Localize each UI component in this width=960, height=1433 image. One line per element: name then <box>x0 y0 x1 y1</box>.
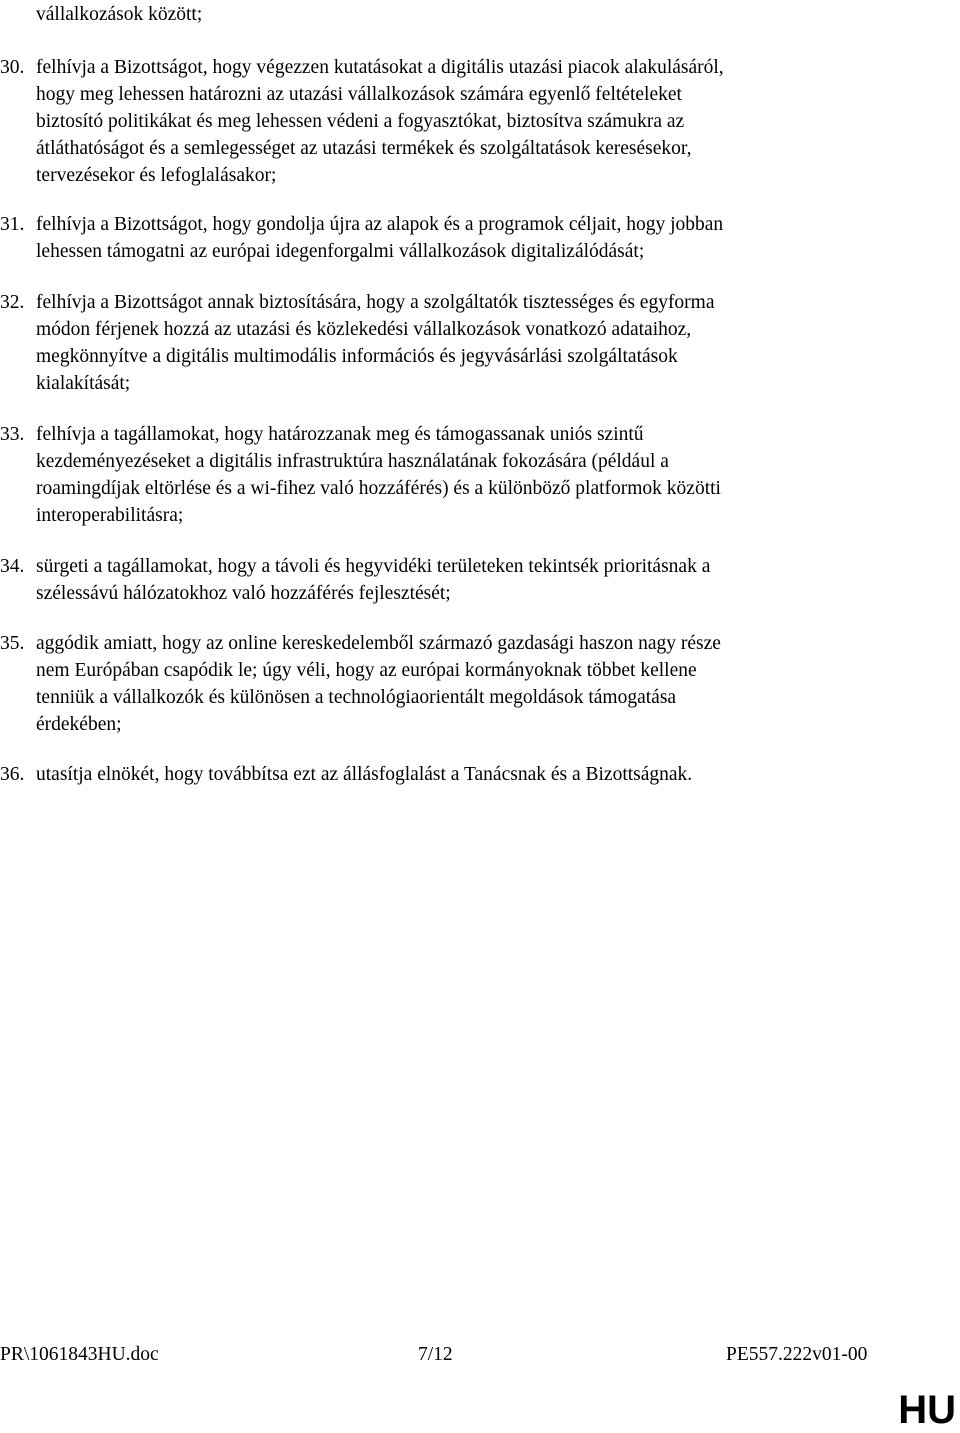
paragraph-text <box>36 211 916 265</box>
paragraph-35 <box>0 630 916 738</box>
paragraph-30 <box>0 54 916 189</box>
paragraph-line: felhívja a Bizottságot, hogy gondolja újra az alapok és a programok céljait, hogy jobban <box>36 214 724 235</box>
leading-line: vállalkozások között; <box>36 4 203 25</box>
paragraph-31 <box>0 211 916 265</box>
paragraph-line: sürgeti a tagállamokat, hogy a távoli és hegyvidéki területeken tekintsék prioritásnak a <box>36 556 711 577</box>
paragraph-number: 30. <box>0 57 25 78</box>
paragraph-line: szélessávú hálózatokhoz való hozzáférés fejlesztését; <box>36 583 451 604</box>
paragraph-line: megkönnyítve a digitális multimodális információs és jegyvásárlási szolgáltatások <box>36 346 678 367</box>
paragraph-line: roamingdíjak eltörlése és a wi-fihez való hozzáférés) és a különböző platformok közötti <box>36 478 721 499</box>
paragraph-text <box>36 54 916 189</box>
paragraph-line: lehessen támogatni az európai idegenforgalmi vállalkozások digitalizálódását; <box>36 241 645 262</box>
paragraph-text <box>36 421 916 529</box>
paragraph-line: tervezésekor és lefoglalásakor; <box>36 165 277 186</box>
document-reference: PR\1061843HU.doc <box>0 1344 159 1365</box>
paragraph-line: módon férjenek hozzá az utazási és közlekedési vállalkozások vonatkozó adataihoz, <box>36 319 692 340</box>
paragraph-line: átláthatóságot és a semlegességet az utazási termékek és szolgáltatások keresésekor, <box>36 138 692 159</box>
paragraph-line: felhívja a Bizottságot, hogy végezzen kutatásokat a digitális utazási piacok alakulásáról, <box>36 57 724 78</box>
paragraph-text <box>36 289 916 397</box>
paragraph-line: érdekében; <box>36 714 122 735</box>
page-footer <box>0 1343 960 1367</box>
paragraph-line: kialakítását; <box>36 373 131 394</box>
paragraph-36 <box>0 761 916 788</box>
page-number: 7/12 <box>418 1344 453 1365</box>
paragraph-line: utasítja elnökét, hogy továbbítsa ezt az állásfoglalást a Tanácsnak és a Bizottságnak. <box>36 764 693 785</box>
paragraph-number: 31. <box>0 214 25 235</box>
paragraph-32 <box>0 289 916 397</box>
paragraph-line: tenniük a vállalkozók és különösen a technológiaorientált megoldások támogatása <box>36 687 677 708</box>
paragraph-number: 35. <box>0 633 25 654</box>
language-code: HU <box>898 1388 956 1432</box>
paragraph-line: felhívja a tagállamokat, hogy határozzanak meg és támogassanak uniós szintű <box>36 424 644 445</box>
paragraph-number: 33. <box>0 424 25 445</box>
paragraph-line: felhívja a Bizottságot annak biztosítására, hogy a szolgáltatók tisztességes és egyforma <box>36 292 715 313</box>
paragraph-number: 32. <box>0 292 25 313</box>
version-code: PE557.222v01-00 <box>726 1344 868 1365</box>
paragraph-number: 36. <box>0 764 25 785</box>
paragraph-33 <box>0 421 916 529</box>
paragraph-line: hogy meg lehessen határozni az utazási vállalkozások számára egyenlő feltételeket <box>36 84 682 105</box>
paragraph-line: aggódik amiatt, hogy az online kereskedelemből származó gazdasági haszon nagy része <box>36 633 721 654</box>
paragraph-number: 34. <box>0 556 25 577</box>
paragraph-text <box>36 630 916 738</box>
paragraph-34 <box>0 553 916 607</box>
paragraph-line: interoperabilitásra; <box>36 505 184 526</box>
paragraph-text <box>36 553 916 607</box>
paragraph-line: kezdeményezéseket a digitális infrastruktúra használatának fokozására (például a <box>36 451 669 472</box>
paragraph-line: nem Európában csapódik le; úgy véli, hogy az európai kormányoknak többet kellene <box>36 660 697 681</box>
paragraph-line: biztosító politikákat és meg lehessen védeni a fogyasztókat, biztosítva számukra az <box>36 111 685 132</box>
paragraph-text <box>36 761 916 788</box>
